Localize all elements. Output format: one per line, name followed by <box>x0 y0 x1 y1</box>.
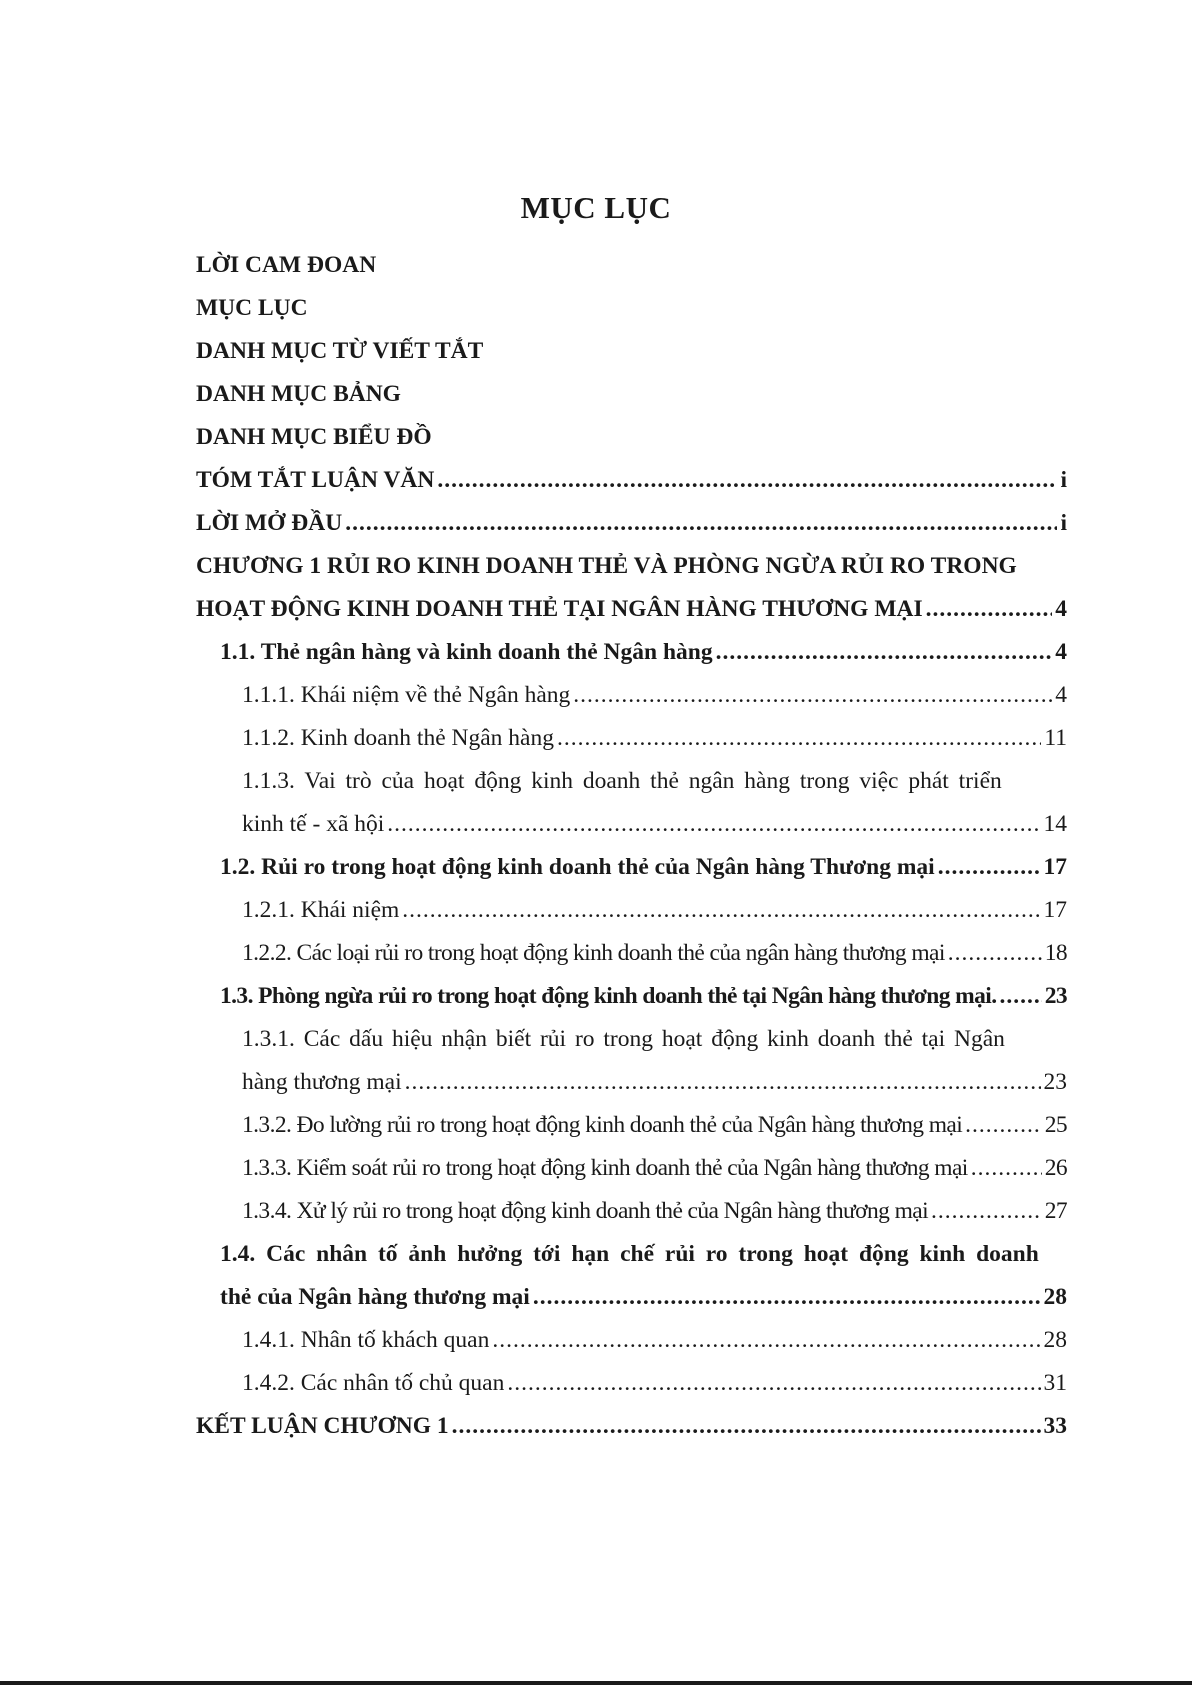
toc-entry-label: 1.3.2. Đo lường rủi ro trong hoạt động kinh doanh thẻ của Ngân hàng thương mại <box>242 1112 963 1138</box>
toc-page-number: 17 <box>1043 897 1067 923</box>
toc-entry-label: 1.4.2. Các nhân tố chủ quan <box>242 1370 505 1396</box>
toc-entry-line1[interactable] <box>242 1018 1067 1061</box>
toc-entry[interactable] <box>220 631 1067 674</box>
toc-entry[interactable] <box>242 1190 1067 1233</box>
toc-entry-label: 1.1.3. Vai trò của hoạt động kinh doanh thẻ ngân hàng trong việc phát triển <box>242 768 1002 794</box>
toc-page-number: i <box>1060 467 1067 493</box>
toc-entry[interactable] <box>242 1147 1067 1190</box>
dot-leader <box>573 674 1052 717</box>
toc-page-number: i <box>1060 510 1067 536</box>
toc-entry-label: HOẠT ĐỘNG KINH DOANH THẺ TẠI NGÂN HÀNG THƯƠNG MẠI <box>196 596 923 622</box>
toc-entry[interactable] <box>242 1319 1067 1362</box>
toc-entry-label: kinh tế - xã hội <box>242 811 385 837</box>
toc-entry[interactable] <box>242 717 1067 760</box>
dot-leader <box>965 1104 1042 1147</box>
toc-page-number: 14 <box>1043 811 1067 837</box>
toc-entry-label: 1.2.2. Các loại rủi ro trong hoạt động kinh doanh thẻ của ngân hàng thương mại <box>242 940 945 966</box>
toc-entry-label: DANH MỤC TỪ VIẾT TẮT <box>196 338 484 364</box>
toc-entry-label: 1.4. Các nhân tố ảnh hưởng tới hạn chế rủi ro trong hoạt động kinh doanh <box>220 1241 1039 1267</box>
toc-entry[interactable] <box>242 1104 1067 1147</box>
toc-entry-label: 1.1. Thẻ ngân hàng và kinh doanh thẻ Ngân hàng <box>220 639 713 665</box>
toc-page-number: 28 <box>1043 1284 1067 1310</box>
toc-entry[interactable] <box>196 1405 1067 1448</box>
dot-leader <box>931 1190 1042 1233</box>
toc-entry-label: 1.3.1. Các dấu hiệu nhận biết rủi ro trong hoạt động kinh doanh thẻ tại Ngân <box>242 1026 1005 1052</box>
toc-entry-label: LỜI CAM ĐOAN <box>196 252 377 278</box>
toc-page-number: 23 <box>1044 983 1067 1009</box>
toc-entry[interactable] <box>196 330 1067 373</box>
toc-entry[interactable] <box>220 846 1067 889</box>
toc-entry-label: LỜI MỞ ĐẦU <box>196 510 343 536</box>
toc-entry-label: hàng thương mại <box>242 1069 402 1095</box>
toc-page-number: 33 <box>1043 1413 1067 1439</box>
dot-leader <box>402 889 1040 932</box>
toc-page-number: 17 <box>1043 854 1067 880</box>
toc-entry[interactable] <box>242 889 1067 932</box>
toc-page-number: 18 <box>1044 940 1067 966</box>
toc-entry-label: KẾT LUẬN CHƯƠNG 1 <box>196 1413 449 1439</box>
toc-entry[interactable] <box>242 1362 1067 1405</box>
toc-entry-label: CHƯƠNG 1 RỦI RO KINH DOANH THẺ VÀ PHÒNG NGỪA RỦI RO TRONG <box>196 553 1017 579</box>
dot-leader <box>345 502 1057 545</box>
toc-entry-line1[interactable] <box>196 545 1067 588</box>
dot-leader <box>926 588 1053 631</box>
toc-entry[interactable] <box>196 287 1067 330</box>
toc-page-number: 25 <box>1044 1112 1067 1138</box>
toc-entry-line2[interactable] <box>242 803 1067 846</box>
toc-entry[interactable] <box>196 373 1067 416</box>
toc-page-number: 28 <box>1043 1327 1067 1353</box>
toc-page-number: 11 <box>1044 725 1067 751</box>
toc-entry-label: MỤC LỤC <box>196 295 308 321</box>
toc-entry-line2[interactable] <box>220 1276 1067 1319</box>
page-title: MỤC LỤC <box>520 190 672 225</box>
toc-entry-label: 1.3.4. Xử lý rủi ro trong hoạt động kinh doanh thẻ của Ngân hàng thương mại <box>242 1198 929 1224</box>
toc-entry-label: 1.3.3. Kiểm soát rủi ro trong hoạt động kinh doanh thẻ của Ngân hàng thương mại <box>242 1155 968 1181</box>
toc-entry-label: 1.1.2. Kinh doanh thẻ Ngân hàng <box>242 725 554 751</box>
dot-leader <box>557 717 1041 760</box>
dot-leader <box>938 846 1041 889</box>
toc-page-number: 26 <box>1044 1155 1067 1181</box>
toc-entry[interactable] <box>196 244 1067 287</box>
dot-leader <box>971 1147 1042 1190</box>
dot-leader <box>948 932 1042 975</box>
toc-entry-label: 1.4.1. Nhân tố khách quan <box>242 1327 490 1353</box>
dot-leader <box>437 459 1057 502</box>
page-bottom-border <box>0 1681 1192 1685</box>
toc-entry-label: TÓM TẮT LUẬN VĂN <box>196 467 435 493</box>
dot-leader <box>716 631 1053 674</box>
toc-entry[interactable] <box>242 932 1067 975</box>
toc-page-number: 31 <box>1043 1370 1067 1396</box>
toc-entry-label: 1.3. Phòng ngừa rủi ro trong hoạt động kinh doanh thẻ tại Ngân hàng thương mại. <box>220 983 997 1009</box>
toc-entry-label: 1.2.1. Khái niệm <box>242 897 400 923</box>
toc-entry-label: thẻ của Ngân hàng thương mại <box>220 1284 530 1310</box>
toc-page-number: 23 <box>1043 1069 1067 1095</box>
toc-entry[interactable] <box>196 459 1067 502</box>
toc-page-number: 4 <box>1055 596 1067 622</box>
toc-entry-line1[interactable] <box>220 1233 1067 1276</box>
toc-entry-line1[interactable] <box>242 760 1067 803</box>
toc-entry-label: DANH MỤC BIỂU ĐỒ <box>196 424 432 450</box>
toc-entry[interactable] <box>196 416 1067 459</box>
dot-leader <box>387 803 1040 846</box>
dot-leader <box>507 1362 1040 1405</box>
dot-leader <box>452 1405 1041 1448</box>
toc-entry-line2[interactable] <box>242 1061 1067 1104</box>
dot-leader <box>492 1319 1040 1362</box>
toc-entry-line2[interactable] <box>196 588 1067 631</box>
toc-page-number: 27 <box>1044 1198 1067 1224</box>
toc-page-number: 4 <box>1055 639 1067 665</box>
toc-entry-label: 1.1.1. Khái niệm về thẻ Ngân hàng <box>242 682 571 708</box>
toc-entry[interactable] <box>242 674 1067 717</box>
toc-entry[interactable] <box>196 502 1067 545</box>
toc-entry[interactable] <box>220 975 1067 1018</box>
toc-entry-label: 1.2. Rủi ro trong hoạt động kinh doanh thẻ của Ngân hàng Thương mại <box>220 854 935 880</box>
toc-page-number: 4 <box>1055 682 1067 708</box>
dot-leader <box>405 1061 1041 1104</box>
table-of-contents <box>196 244 1067 1448</box>
dot-leader <box>533 1276 1041 1319</box>
dot-leader <box>999 975 1041 1018</box>
toc-entry-label: DANH MỤC BẢNG <box>196 381 401 407</box>
